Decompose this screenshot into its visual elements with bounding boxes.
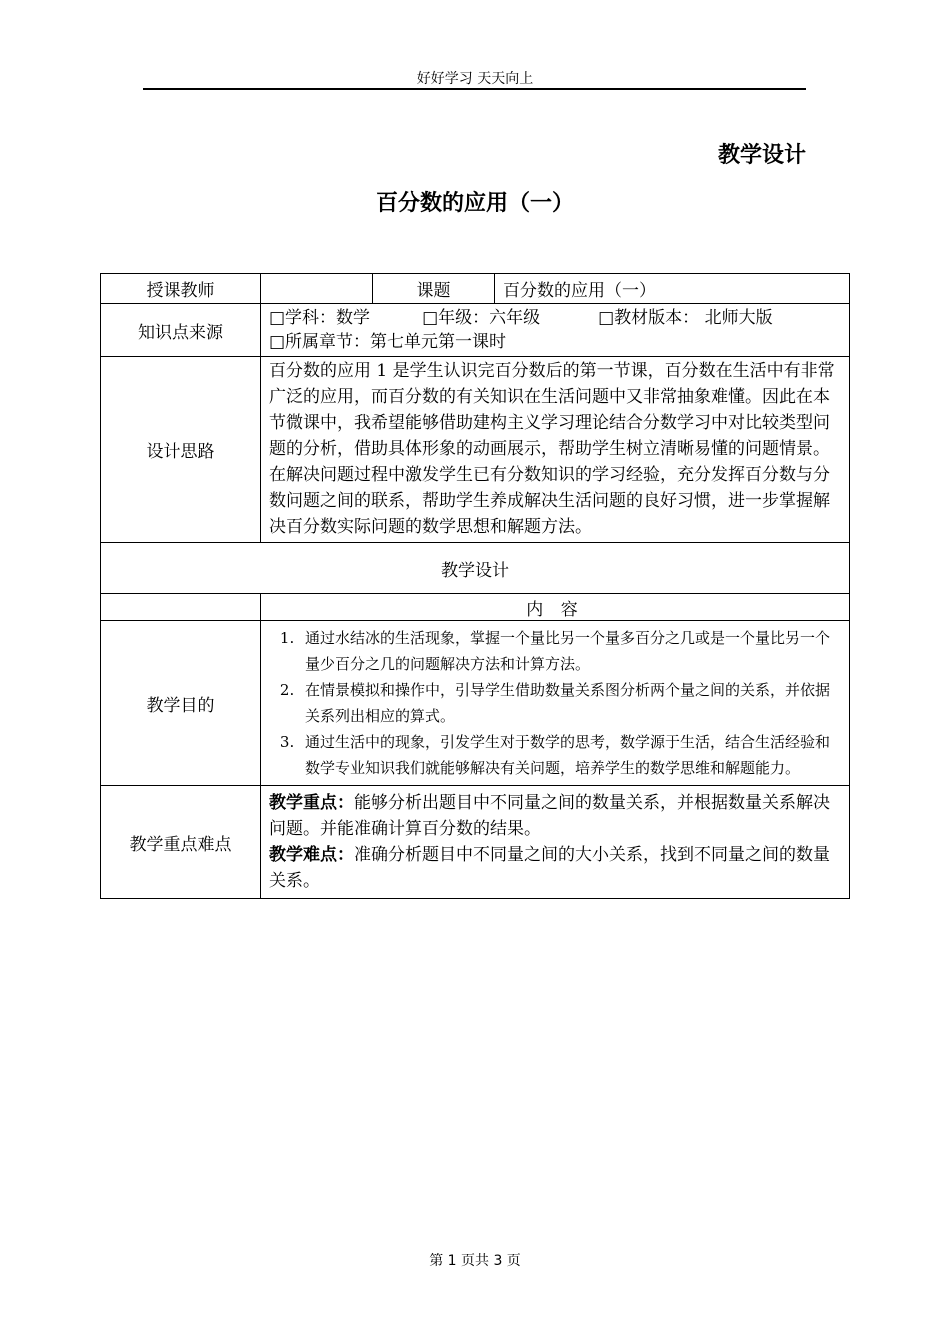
- content-header: 内 容: [261, 594, 850, 621]
- page-number: 第 1 页共 3 页: [429, 1253, 521, 1269]
- table-row-design-idea: [101, 357, 850, 543]
- page-title: 百分数的应用（一）: [375, 191, 574, 216]
- source-chapter: □所属章节：第七单元第一课时: [269, 332, 507, 352]
- key-point-text: 能够分析出题目中不同量之间的数量关系，并根据数量关系解决问题。并能准确计算百分数的结果。: [269, 793, 830, 839]
- table-row-section-title: [101, 543, 850, 594]
- design-idea-text: 百分数的应用 1 是学生认识完百分数后的第一节课，百分数在生活中有非常广泛的应用，而百分数的有关知识在生活问题中又非常抽象难懂。因此在本节微课中，我希望能够借助建构主义学习理论结合分数学习中对比较类型问题的分析，借助具体形象的动画展示，帮助学生树立清晰易懂的问题情景。在解决问题过程中激发学生已有分数知识的学习经验，充分发挥百分数与分数问题之间的联系，帮助学生养成解决生活问题的良好习惯，进一步掌握解决百分数实际问题的数学思想和解题方法。: [261, 357, 850, 543]
- table-row-source: [101, 304, 850, 357]
- header-rule: [143, 88, 806, 90]
- design-idea-label: 设计思路: [101, 357, 261, 543]
- source-subject: □学科：数学: [269, 308, 371, 328]
- goals-cell: [261, 621, 850, 786]
- goals-label: 教学目的: [101, 621, 261, 786]
- topic-label: 课题: [373, 274, 495, 304]
- teacher-value: [261, 274, 373, 304]
- source-value: [261, 304, 850, 357]
- source-line-1: [269, 306, 841, 330]
- source-label: 知识点来源: [101, 304, 261, 357]
- difficulty-title: 教学难点：: [269, 845, 354, 865]
- content-header-blank: [101, 594, 261, 621]
- difficulty-text: 准确分析题目中不同量之间的大小关系，找到不同量之间的数量关系。: [269, 845, 830, 891]
- key-points-label: 教学重点难点: [101, 786, 261, 899]
- section-title: 教学设计: [101, 543, 850, 594]
- difficulty: [269, 842, 841, 894]
- key-points-cell: [261, 786, 850, 899]
- goals-list: [261, 621, 849, 785]
- source-edition: □教材版本： 北师大版: [598, 308, 773, 328]
- goal-item-2: 2. 在情景模拟和操作中，引导学生借助数量关系图分析两个量之间的关系，并依据关系列出相应的算式。: [299, 677, 841, 729]
- header-motto: 好好学习 天天向上: [416, 71, 534, 87]
- table-row-key-points: [101, 786, 850, 899]
- key-point: [269, 790, 841, 842]
- table-row-goals: [101, 621, 850, 786]
- table-row-content-header: [101, 594, 850, 621]
- source-grade: □年级：六年级: [422, 308, 541, 328]
- teacher-label: 授课教师: [101, 274, 261, 304]
- table-row-teacher: [101, 274, 850, 304]
- topic-value: 百分数的应用（一）: [495, 274, 850, 304]
- doc-type-heading: 教学设计: [717, 143, 806, 168]
- key-point-title: 教学重点：: [269, 793, 354, 813]
- goal-item-3: 3. 通过生活中的现象，引发学生对于数学的思考，数学源于生活，结合生活经验和数学专业知识我们就能够解决有关问题，培养学生的数学思维和解题能力。: [299, 729, 841, 781]
- goal-item-1: 1. 通过水结冰的生活现象，掌握一个量比另一个量多百分之几或是一个量比另一个量少百分之几的问题解决方法和计算方法。: [299, 625, 841, 677]
- lesson-plan-table: [100, 273, 850, 899]
